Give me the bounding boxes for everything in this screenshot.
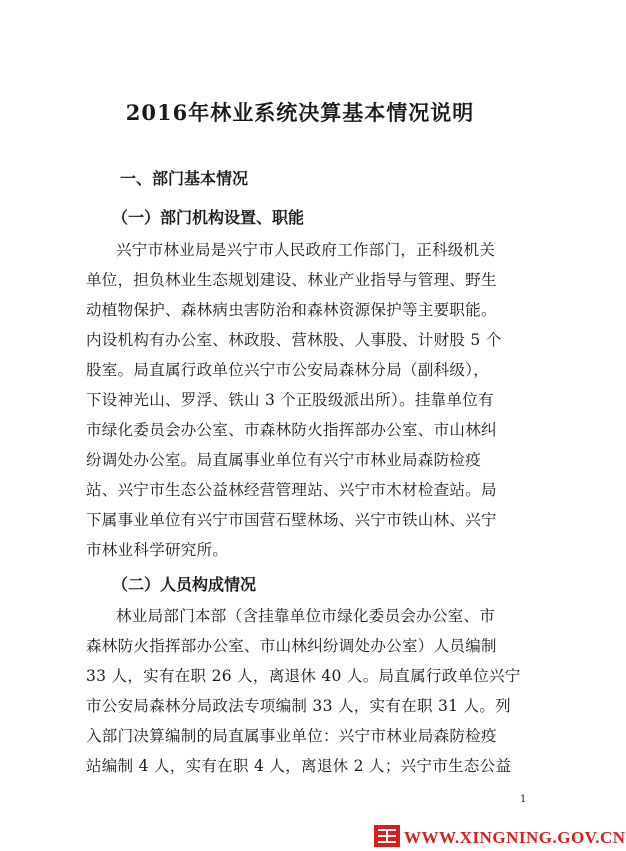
page-number: 1: [520, 794, 527, 805]
paragraph-line: 市绿化委员会办公室、市森林防火指挥部办公室、市山林纠: [86, 421, 497, 439]
site-watermark: WWW.XINGNING.GOV.CN: [404, 828, 626, 847]
paragraph-line: 下设神光山、罗浮、铁山 3 个正股级派出所）。挂靠单位有: [86, 391, 494, 409]
section-heading: 一、部门基本情况: [120, 169, 249, 188]
paragraph-line: 森林防火指挥部办公室、市山林纠纷调处办公室）人员编制: [86, 637, 497, 655]
paragraph-line: 入部门决算编制的局直属事业单位：兴宁市林业局森防检疫: [86, 727, 497, 745]
site-logo-icon: [374, 825, 400, 847]
paragraph-line: 兴宁市林业局是兴宁市人民政府工作部门，正科级机关: [116, 241, 496, 259]
document-title: 2016年林业系统决算基本情况说明: [125, 100, 475, 125]
paragraph-line: 站、兴宁市生态公益林经营管理站、兴宁市木材检查站。局: [86, 481, 497, 499]
paragraph-line: 动植物保护、森林病虫害防治和森林资源保护等主要职能。: [86, 301, 497, 319]
subsection-heading: （二）人员构成情况: [112, 575, 257, 594]
paragraph-line: 33 人，实有在职 26 人，离退休 40 人。局直属行政单位兴宁: [86, 667, 521, 685]
paragraph-line: 内设机构有办公室、林政股、营林股、人事股、计财股 5 个: [86, 331, 502, 349]
subsection-heading: （一）部门机构设置、职能: [112, 208, 305, 227]
paragraph-line: 林业局部门本部（含挂靠单位市绿化委员会办公室、市: [116, 607, 496, 625]
paragraph-line: 站编制 4 人，实有在职 4 人，离退休 2 人；兴宁市生态公益: [86, 757, 512, 775]
paragraph-line: 下属事业单位有兴宁市国营石壁林场、兴宁市铁山林、兴宁: [86, 511, 497, 529]
paragraph-line: 市公安局森林分局政法专项编制 33 人，实有在职 31 人。列: [86, 697, 511, 715]
paragraph-line: 市林业科学研究所。: [86, 541, 229, 559]
paragraph-line: 单位，担负林业生态规划建设、林业产业指导与管理、野生: [86, 271, 497, 289]
paragraph-line: 纷调处办公室。局直属事业单位有兴宁市林业局森防检疫: [86, 451, 482, 469]
paragraph-line: 股室。局直属行政单位兴宁市公安局森林分局（副科级），: [86, 361, 490, 379]
